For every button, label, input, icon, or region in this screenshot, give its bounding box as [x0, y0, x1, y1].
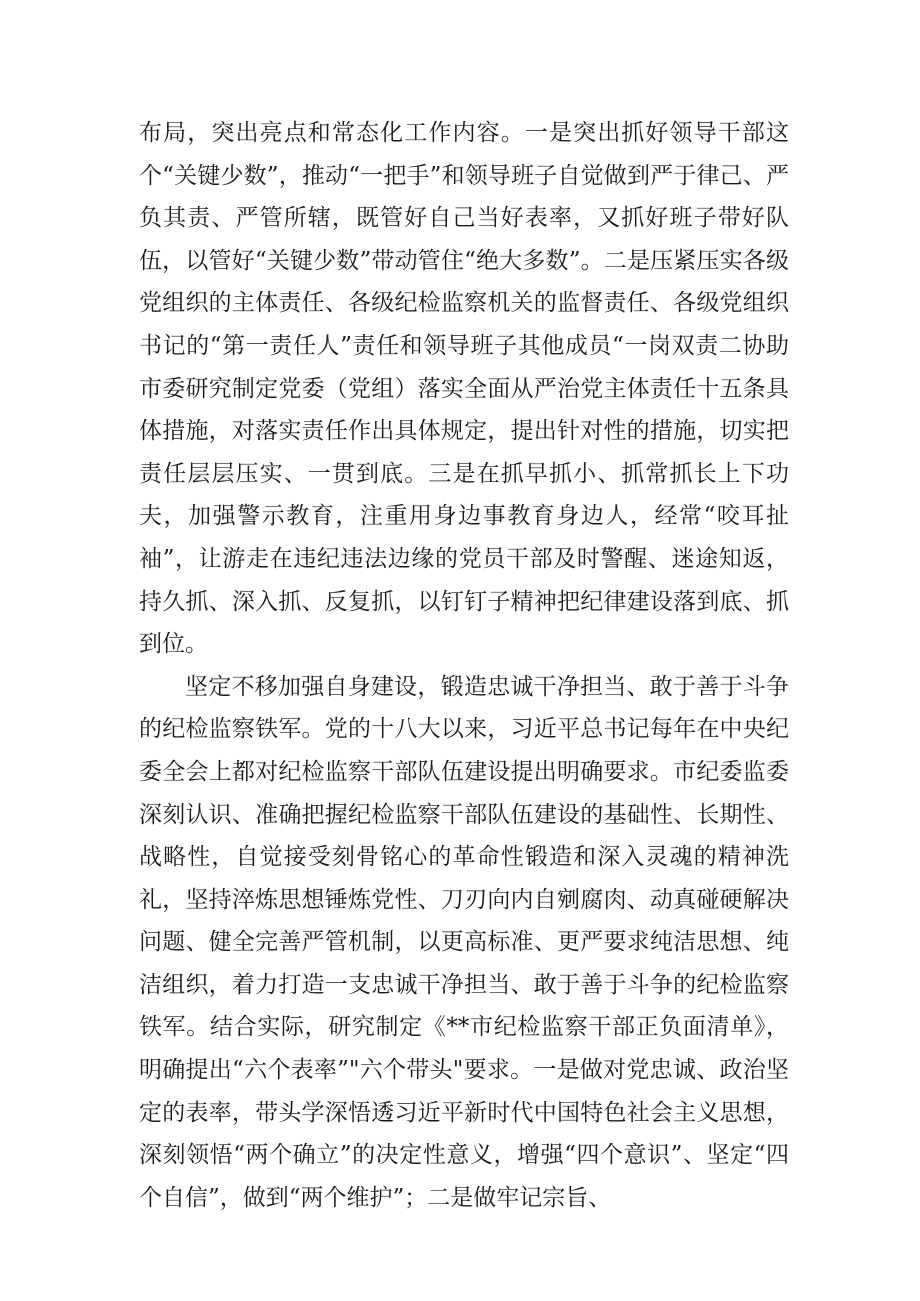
paragraph-1: 布局，突出亮点和常态化工作内容。一是突出抓好领导干部这个“关键少数”，推动“一把手”和领导班子自觉做到严于律己、严负其责、严管所辖，既管好自己当好表率，又抓好班子带好队伍，以管好“关键少数”带动管住“绝大多数”。二是压紧压实各级党组织的主体责任、各级纪检监察机关的监督责任、各级党组织书记的“第一责任人”责任和领导班子其他成员“一岗双责二协助市委研究制定党委（党组）落实全面从严治党主体责任十五条具体措施，对落实责任作出具体规定，提出针对性的措施，切实把责任层层压实、一贯到底。三是在抓早抓小、抓常抓长上下功夫，加强警示教育，注重用身边事教育身边人，经常“咬耳扯袖”，让游走在违纪违法边缘的党员干部及时警醒、迷途知返，持久抓、深入抓、反复抓，以钉钉子精神把纪律建设落到底、抓到位。 — [139, 120, 789, 658]
document-body — [139, 112, 789, 1219]
paragraph-2: 坚定不移加强自身建设，锻造忠诚干净担当、敢于善于斗争的纪检监察铁军。党的十八大以来，习近平总书记每年在中央纪委全会上都对纪检监察干部队伍建设提出明确要求。市纪委监委深刻认识、准确把握纪检监察干部队伍建设的基础性、长期性、战略性，自觉接受刻骨铭心的革命性锻造和深入灵魂的精神洗礼，坚持淬炼思想锤炼党性、刀刃向内自剜腐肉、动真碰硬解决问题、健全完善严管机制，以更高标准、更严要求纯洁思想、纯洁组织，着力打造一支忠诚干净担当、敢于善于斗争的纪检监察铁军。结合实际，研究制定《**市纪检监察干部正负面清单》，明确提出“六个表率”"六个带头"要求。一是做对党忠诚、政治坚定的表率，带头学深悟透习近平新时代中国特色社会主义思想，深刻领悟“两个确立”的决定性意义，增强“四个意识”、坚定“四个自信”，做到“两个维护”；二是做牢记宗旨、 — [139, 673, 789, 1211]
